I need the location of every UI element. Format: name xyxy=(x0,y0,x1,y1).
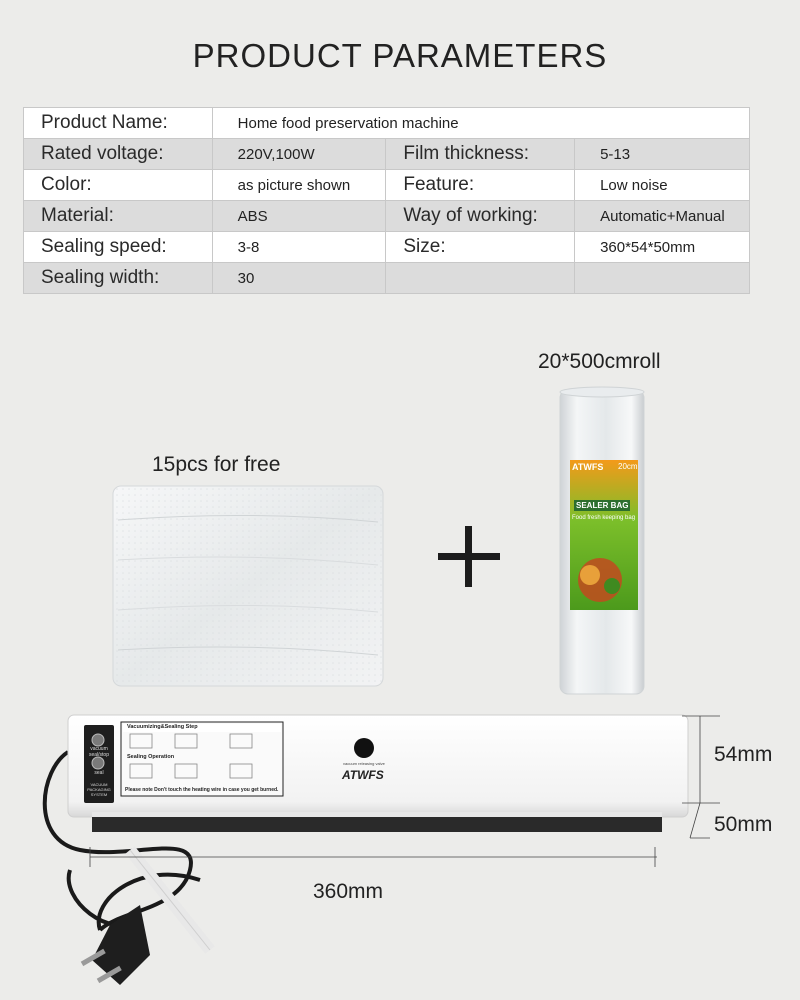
param-value: 30 xyxy=(212,263,386,294)
param-value: Automatic+Manual xyxy=(575,201,750,232)
machine-brand: ATWFS xyxy=(342,768,384,782)
param-value: 3-8 xyxy=(212,232,386,263)
seal-stop-button-label: vacuum seal/stop xyxy=(88,746,109,758)
param-value: Low noise xyxy=(575,170,750,201)
bag-roll-image xyxy=(560,387,644,694)
param-label: Rated voltage: xyxy=(24,139,213,170)
roll-title: SEALER BAG xyxy=(576,501,629,510)
plus-icon xyxy=(438,526,500,587)
roll-brand: ATWFS xyxy=(572,462,604,472)
roll-subtitle: Food fresh keeping bag xyxy=(572,515,636,521)
param-value: as picture shown xyxy=(212,170,386,201)
param-value: Home food preservation machine xyxy=(212,108,749,139)
param-value: 220V,100W xyxy=(212,139,386,170)
bags-caption: 15pcs for free xyxy=(152,453,281,476)
param-label: Material: xyxy=(24,201,213,232)
param-label: Film thickness: xyxy=(386,139,575,170)
param-label: Feature: xyxy=(386,170,575,201)
seal-button-label: seal xyxy=(94,770,104,776)
param-value: 360*54*50mm xyxy=(575,232,750,263)
param-value: ABS xyxy=(212,201,386,232)
param-label: Sealing speed: xyxy=(24,232,213,263)
height-dimension: 54mm xyxy=(714,743,773,766)
length-dimension: 360mm xyxy=(313,880,384,903)
roll-caption: 20*500cmroll xyxy=(538,350,661,373)
depth-dimension: 50mm xyxy=(714,813,773,836)
param-value: 5-13 xyxy=(575,139,750,170)
vacuum-bags-image xyxy=(113,486,383,686)
sticker-step1-title: Vacuumizing&Sealing Step xyxy=(127,724,198,730)
sticker-warning: Please note Don't touch the heating wire in case you get burned. xyxy=(125,787,279,793)
roll-size: 20cm xyxy=(618,462,638,471)
param-label: Size: xyxy=(386,232,575,263)
page-title: PRODUCT PARAMETERS xyxy=(192,37,608,74)
panel-title: VACUUM PACKAGING SYSTEM xyxy=(87,782,111,797)
valve-caption: vacuum releasing valve xyxy=(343,761,385,766)
param-label: Product Name: xyxy=(24,108,213,139)
param-label: Sealing width: xyxy=(24,263,213,294)
param-label: Way of working: xyxy=(386,201,575,232)
param-label: Color: xyxy=(24,170,213,201)
sticker-step2-title: Sealing Operation xyxy=(127,754,175,760)
